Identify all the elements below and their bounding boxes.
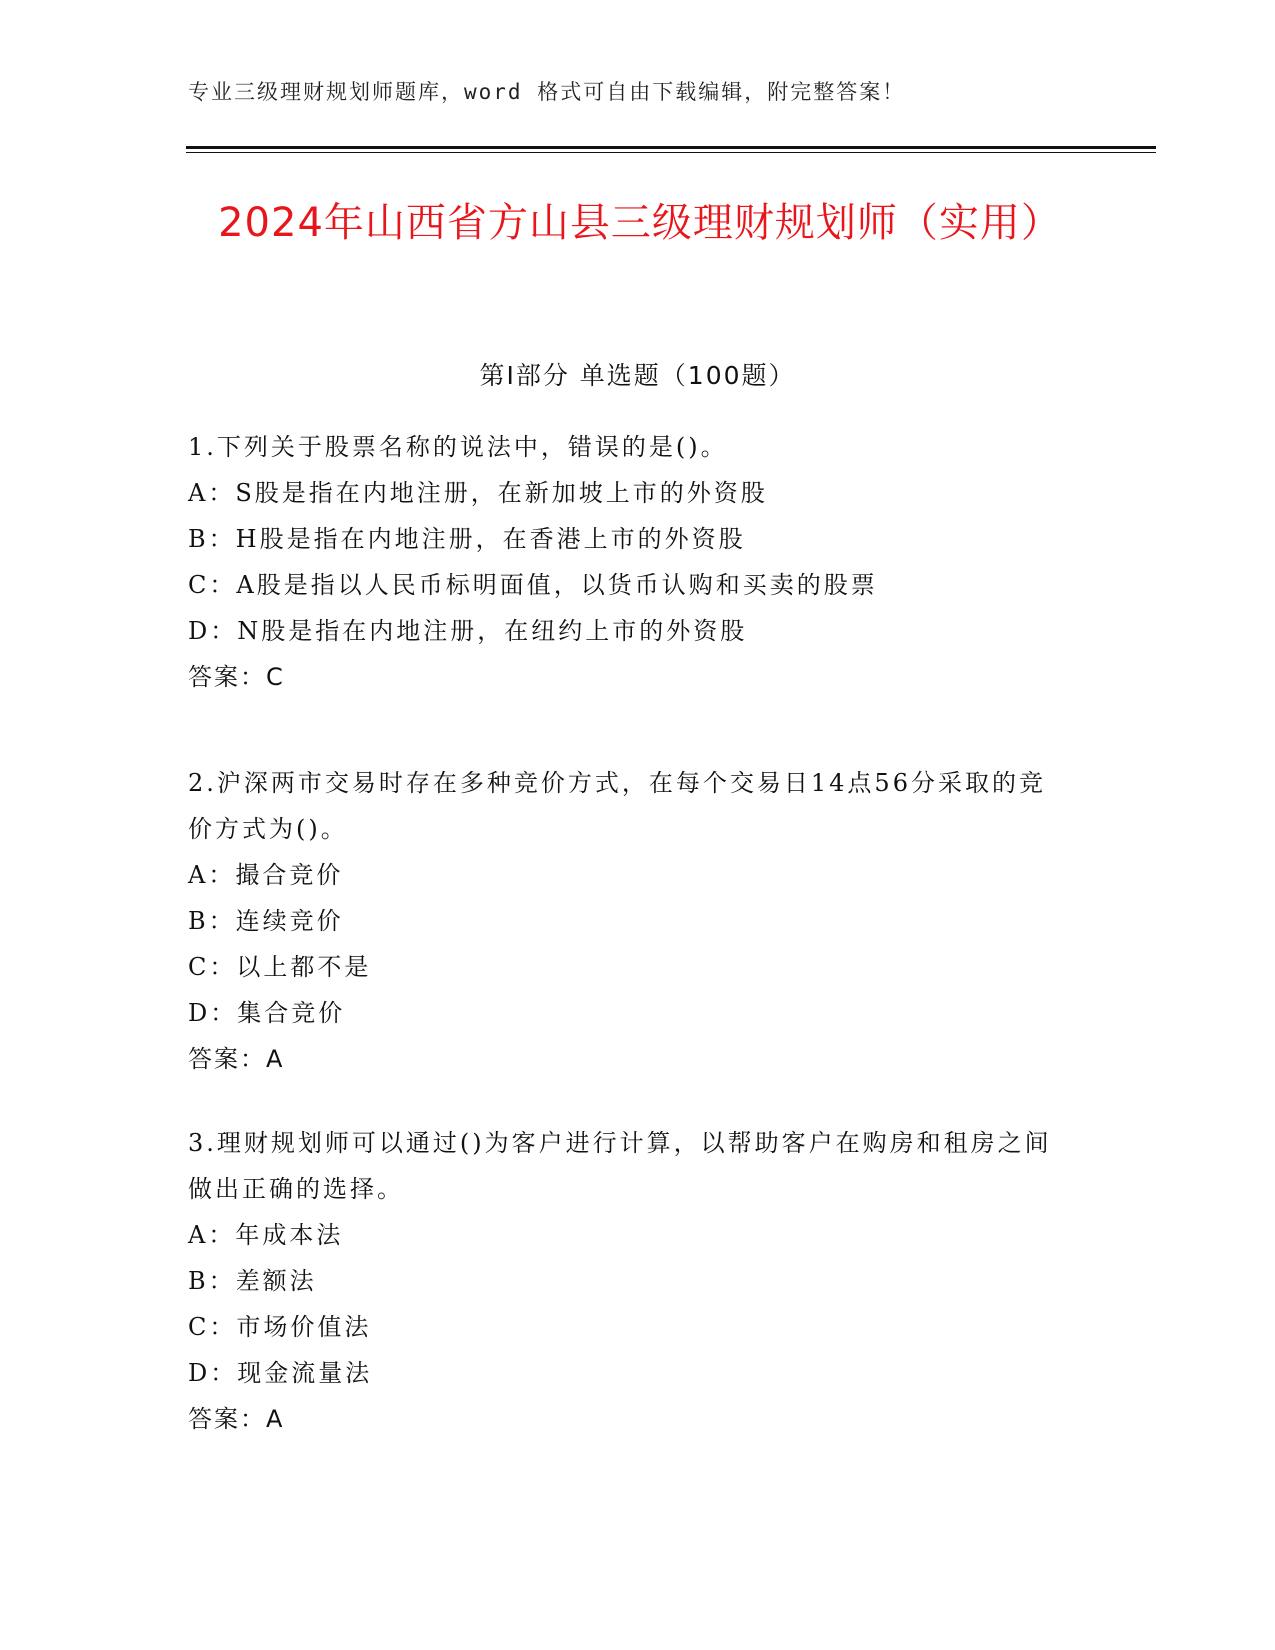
question-2 [188, 760, 1068, 1082]
option-c: C：以上都不是 [188, 953, 372, 981]
option-b: B：连续竞价 [188, 907, 344, 935]
document-title: 2024年山西省方山县三级理财规划师（实用） [218, 200, 1062, 246]
header-rule-thin [186, 152, 1156, 153]
option-b: B：差额法 [188, 1267, 317, 1295]
option-d: D：集合竞价 [188, 999, 346, 1027]
option-a: A：撮合竞价 [188, 861, 344, 889]
question-1 [188, 424, 1068, 700]
option-d: D：现金流量法 [188, 1359, 373, 1387]
question-3 [188, 1120, 1068, 1442]
header-rule-thick [186, 146, 1156, 149]
option-c: C：市场价值法 [188, 1313, 372, 1341]
section-title: 第Ⅰ部分 单选题（100题） [479, 361, 796, 390]
option-c: C：A股是指以人民币标明面值，以货币认购和买卖的股票 [188, 571, 878, 599]
option-a: A：S股是指在内地注册，在新加坡上市的外资股 [188, 479, 768, 507]
question-stem: 3.理财规划师可以通过()为客户进行计算，以帮助客户在购房和租房之间做出正确的选择。 [188, 1129, 1052, 1203]
option-a: A：年成本法 [188, 1221, 344, 1249]
option-b: B：H股是指在内地注册，在香港上市的外资股 [188, 525, 746, 553]
answer: 答案：A [188, 1045, 285, 1073]
option-d: D：N股是指在内地注册，在纽约上市的外资股 [188, 617, 748, 645]
question-stem: 2.沪深两市交易时存在多种竞价方式，在每个交易日14点56分采取的竞价方式为()。 [188, 769, 1046, 843]
question-stem: 1.下列关于股票名称的说法中，错误的是()。 [188, 433, 728, 461]
answer: 答案：C [188, 663, 285, 691]
header-note: 专业三级理财规划师题库，word 格式可自由下载编辑，附完整答案！ [188, 80, 906, 104]
answer: 答案：A [188, 1405, 285, 1433]
